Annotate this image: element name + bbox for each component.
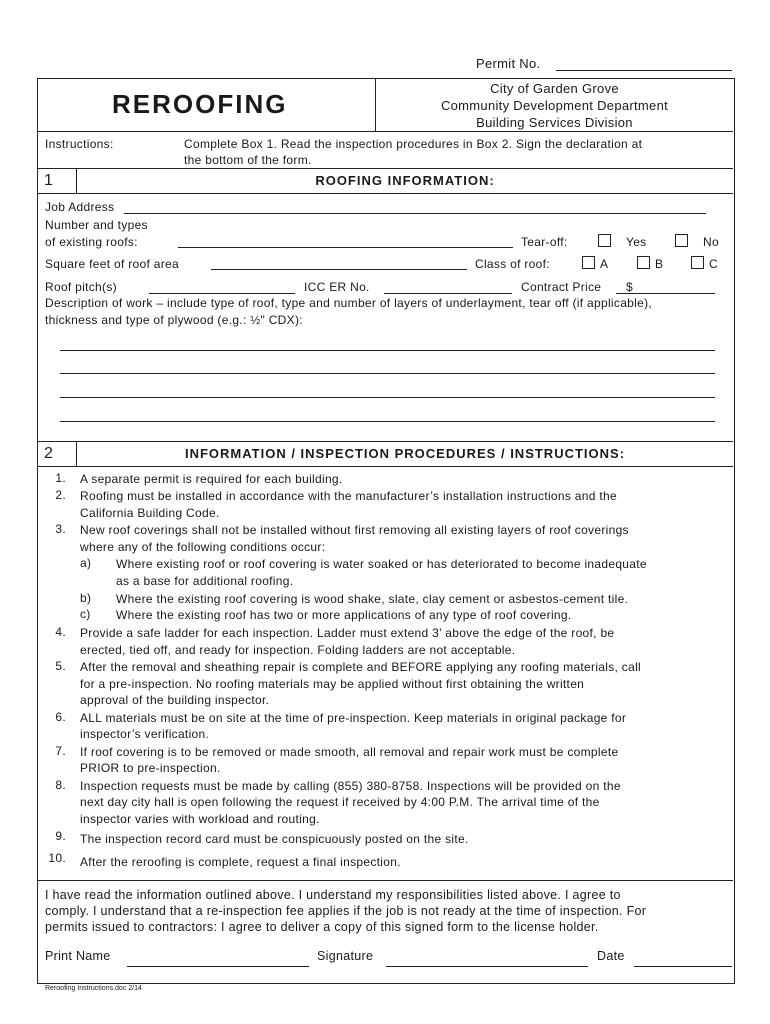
class-b-checkbox[interactable]	[637, 256, 650, 269]
description-label-1: Description of work – include type of roof, type and number of layers of underlayment, tear off (if applicable),	[45, 296, 653, 310]
box2-heading-rule	[38, 466, 733, 467]
document-reference: Reroofing Instructions.doc 2/14	[45, 985, 142, 992]
permit-number-label: Permit No.	[476, 56, 541, 71]
price-label: Contract Price	[521, 280, 602, 294]
header-bottom-rule	[38, 131, 733, 132]
list-item: Inspection requests must be made by calling (855) 380-8758. Inspections will be provided on the	[80, 779, 621, 793]
list-item-number: 3.	[55, 522, 66, 536]
tearoff-label: Tear-off:	[521, 235, 568, 249]
class-c-label: C	[709, 257, 718, 271]
job-address-field[interactable]	[124, 213, 706, 214]
existing-roofs-field[interactable]	[178, 247, 513, 248]
signature-field[interactable]	[386, 966, 588, 967]
list-item-cont: next day city hall is open following the request if received by 4:00 P.M. The arrival time of the	[80, 795, 600, 809]
form-title: REROOFING	[112, 89, 288, 119]
list-item-number: 4.	[55, 625, 66, 639]
print-name-label: Print Name	[45, 949, 111, 963]
price-currency: $	[626, 280, 633, 294]
list-item-number: 2.	[55, 488, 66, 502]
list-item: New roof coverings shall not be installed without first removing all existing layers of roof coverings	[80, 523, 629, 537]
pitch-field[interactable]	[149, 293, 295, 294]
box2-number: 2	[44, 445, 54, 462]
sub-item-label: b)	[80, 591, 92, 605]
tearoff-no-label: No	[703, 235, 719, 249]
list-item: If roof covering is to be removed or made smooth, all removal and repair work must be complete	[80, 745, 619, 759]
list-item: After the reroofing is complete, request a final inspection.	[80, 855, 401, 869]
sqft-field[interactable]	[211, 269, 467, 270]
print-name-field[interactable]	[127, 966, 309, 967]
list-item-cont: approval of the building inspector.	[80, 693, 270, 707]
box1-top-rule	[38, 168, 733, 169]
existing-roofs-label-2: of existing roofs:	[45, 235, 138, 249]
list-item-cont: for a pre-inspection. No roofing materials may be applied without first obtaining the written	[80, 677, 585, 691]
list-item-number: 9.	[55, 829, 66, 843]
date-field[interactable]	[634, 966, 732, 967]
declaration-line-3: permits issued to contractors: I agree to deliver a copy of this signed form to the license holder.	[45, 920, 599, 934]
list-item: After the removal and sheathing repair is complete and BEFORE applying any roofing materials, call	[80, 660, 642, 674]
list-item: Provide a safe ladder for each inspection. Ladder must extend 3’ above the edge of the roof, be	[80, 626, 615, 640]
pitch-label: Roof pitch(s)	[45, 280, 117, 294]
sub-item: Where the existing roof covering is wood shake, slate, clay cement or asbestos-cement tile.	[116, 592, 629, 606]
department-name: Community Development Department	[440, 98, 669, 113]
tearoff-yes-checkbox[interactable]	[598, 234, 611, 247]
instructions-text-2: the bottom of the form.	[184, 153, 312, 167]
description-line-2[interactable]	[60, 373, 715, 374]
box2-heading: INFORMATION / INSPECTION PROCEDURES / INSTRUCTIONS:	[184, 446, 626, 461]
list-item-number: 8.	[55, 778, 66, 792]
list-item-number: 7.	[55, 744, 66, 758]
division-name: Building Services Division	[476, 115, 633, 130]
signature-label: Signature	[317, 949, 374, 963]
declaration-top-rule	[38, 880, 733, 881]
sub-item: Where existing roof or roof covering is water soaked or has deteriorated to become inadequate	[116, 557, 647, 571]
instructions-label: Instructions:	[45, 137, 114, 151]
date-label: Date	[597, 949, 625, 963]
sub-item-label: a)	[80, 556, 92, 570]
class-c-checkbox[interactable]	[691, 256, 704, 269]
sub-item: Where the existing roof has two or more applications of any type of roof covering.	[116, 608, 572, 622]
class-a-checkbox[interactable]	[582, 256, 595, 269]
class-b-label: B	[655, 257, 664, 271]
tearoff-no-checkbox[interactable]	[675, 234, 688, 247]
list-item-cont: inspector’s verification.	[80, 727, 210, 741]
class-a-label: A	[600, 257, 609, 271]
box1-number: 1	[44, 172, 54, 189]
list-item-number: 5.	[55, 659, 66, 673]
icc-label: ICC ER No.	[304, 280, 370, 294]
sub-item-label: c)	[80, 607, 91, 621]
box2-top-rule	[38, 441, 733, 442]
description-line-3[interactable]	[60, 397, 715, 398]
permit-number-field[interactable]	[556, 70, 732, 71]
sqft-label: Square feet of roof area	[45, 257, 179, 271]
list-item-number: 6.	[55, 710, 66, 724]
description-line-1[interactable]	[60, 350, 715, 351]
list-item-number: 1.	[55, 471, 66, 485]
list-item-cont: California Building Code.	[80, 506, 220, 520]
list-item: ALL materials must be on site at the time of pre-inspection. Keep materials in original package for	[80, 711, 627, 725]
list-item-cont: erected, tied off, and ready for inspection. Folding ladders are not acceptable.	[80, 643, 516, 657]
sub-item-cont: as a base for additional roofing.	[116, 574, 294, 588]
description-line-4[interactable]	[60, 421, 715, 422]
list-item: A separate permit is required for each building.	[80, 472, 343, 486]
description-label-2: thickness and type of plywood (e.g.: ½" CDX):	[45, 313, 303, 327]
class-label: Class of roof:	[475, 257, 550, 271]
list-item-cont: where any of the following conditions occur:	[80, 540, 326, 554]
existing-roofs-label-1: Number and types	[45, 218, 148, 232]
icc-field[interactable]	[384, 293, 512, 294]
tearoff-yes-label: Yes	[626, 235, 647, 249]
list-item-cont: PRIOR to pre-inspection.	[80, 761, 221, 775]
box1-heading-rule	[38, 193, 733, 194]
instructions-text-1: Complete Box 1. Read the inspection procedures in Box 2. Sign the declaration at	[184, 137, 643, 151]
list-item: Roofing must be installed in accordance with the manufacturer’s installation instructions and the	[80, 489, 617, 503]
list-item-cont: inspector varies with workload and routing.	[80, 812, 320, 826]
declaration-line-2: comply. I understand that a re-inspection fee applies if the job is not ready at the time of inspection. For	[45, 904, 647, 918]
price-field[interactable]	[616, 293, 715, 294]
job-address-label: Job Address	[45, 200, 115, 214]
list-item: The inspection record card must be conspicuously posted on the site.	[80, 832, 469, 846]
city-name: City of Garden Grove	[490, 81, 619, 96]
declaration-line-1: I have read the information outlined above. I understand my responsibilities listed above. I agree to	[45, 888, 621, 902]
list-item-number: 10.	[48, 851, 66, 865]
box1-heading: ROOFING INFORMATION:	[315, 173, 495, 188]
